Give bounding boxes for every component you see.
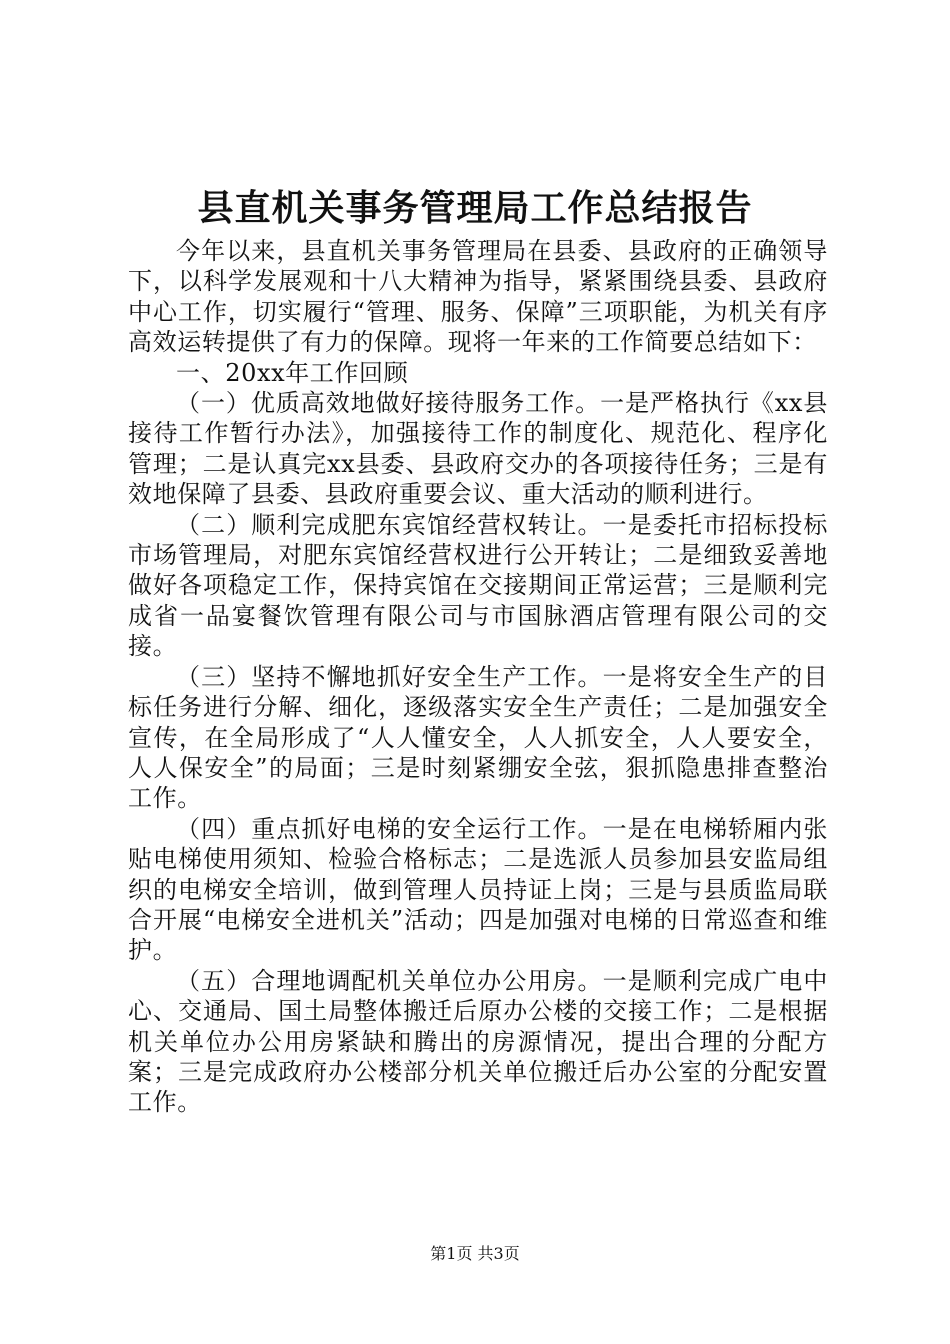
paragraph-office-allocation: （五）合理地调配机关单位办公用房。一是顺利完成广电中心、交通局、国土局整体搬迁后原办公楼的交接工作；二是根据机关单位办公用房紧缺和腾出的房源情况，提出合理的分配方案；三是完成政府办公楼部分机关单位搬迁后办公室的分配安置工作。 xyxy=(128,966,828,1117)
intro-paragraph: 今年以来，县直机关事务管理局在县委、县政府的正确领导下，以科学发展观和十八大精神为指导，紧紧围绕县委、县政府中心工作，切实履行“管理、服务、保障”三项职能，为机关有序高效运转提供了有力的保障。现将一年来的工作简要总结如下： xyxy=(128,237,828,357)
document-title: 县直机关事务管理局工作总结报告 xyxy=(197,187,753,229)
page-number-footer: 第1页 共3页 xyxy=(430,1244,520,1263)
paragraph-elevator: （四）重点抓好电梯的安全运行工作。一是在电梯轿厢内张贴电梯使用须知、检验合格标志；二是选派人员参加县安监局组织的电梯安全培训，做到管理人员持证上岗；三是与县质监局联合开展“电梯安全进机关”活动；四是加强对电梯的日常巡查和维护。 xyxy=(128,814,828,965)
paragraph-reception: （一）优质高效地做好接待服务工作。一是严格执行《xx县接待工作暂行办法》，加强接待工作的制度化、规范化、程序化管理；二是认真完xx县委、县政府交办的各项接待任务；三是有效地保障了县委、县政府重要会议、重大活动的顺利进行。 xyxy=(128,389,828,509)
document-body xyxy=(128,236,828,1118)
section-heading: 一、20xx年工作回顾 xyxy=(176,358,409,387)
paragraph-hotel-transfer: （二）顺利完成肥东宾馆经营权转让。一是委托市招标投标市场管理局，对肥东宾馆经营权进行公开转让；二是细致妥善地做好各项稳定工作，保持宾馆在交接期间正常运营；三是顺利完成省一品宴餐饮管理有限公司与市国脉酒店管理有限公司的交接。 xyxy=(128,510,828,661)
paragraph-safety: （三）坚持不懈地抓好安全生产工作。一是将安全生产的目标任务进行分解、细化，逐级落实安全生产责任；二是加强安全宣传，在全局形成了“人人懂安全，人人抓安全，人人要安全，人人保安全”的局面；三是时刻紧绷安全弦，狠抓隐患排查整治工作。 xyxy=(128,662,828,813)
